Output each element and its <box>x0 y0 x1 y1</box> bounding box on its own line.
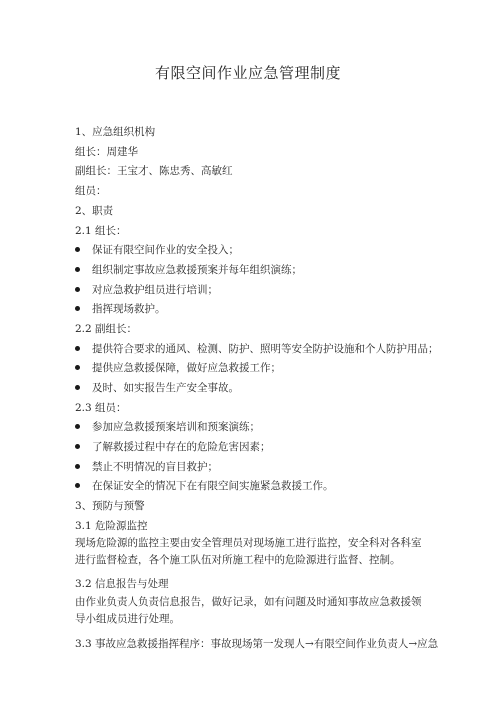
list-item <box>75 382 239 395</box>
list-item <box>75 461 218 474</box>
section-2-heading: 2、职责 <box>75 205 114 217</box>
list-item-text: 及时、如实报告生产安全事故。 <box>92 382 239 394</box>
list-item-text: 了解救援过程中存在的危险危害因素； <box>92 441 271 453</box>
deputy-duties-heading: 2.2 副组长： <box>75 323 138 335</box>
hazard-monitoring-heading: 3.1 危险源监控 <box>75 520 148 532</box>
list-item-text: 在保证安全的情况下在有限空间实施紧急救援工作。 <box>92 480 334 492</box>
leader-duties-heading: 2.1 组长： <box>75 225 127 237</box>
list-item <box>75 441 271 454</box>
section-3-heading: 3、预防与预警 <box>75 500 145 512</box>
info-report-heading: 3.2 信息报告与处理 <box>75 578 169 590</box>
list-item-text: 提供应急救援保障，做好应急救援工作； <box>92 362 281 374</box>
bullet-dot-icon <box>75 464 80 469</box>
list-item <box>75 303 166 316</box>
list-item-text: 组织制定事故应急救援预案并每年组织演练； <box>92 264 302 276</box>
bullet-dot-icon <box>75 444 80 449</box>
bullet-dot-icon <box>75 385 80 390</box>
list-item-text: 禁止不明情况的盲目救护； <box>92 461 218 473</box>
group-leader-line: 组长：周建华 <box>75 146 138 158</box>
list-item-text: 对应急救护组员进行培训； <box>92 284 218 296</box>
list-item <box>75 343 439 356</box>
bullet-dot-icon <box>75 287 80 292</box>
command-procedure-line: 3.3 事故应急救援指挥程序：事故现场第一发现人→有限空间作业负责人→应急 <box>75 638 439 650</box>
info-report-paragraph: 由作业负责人负责信息报告，做好记录，如有问题及时通知事故应急救援领导小组成员进行处理。 <box>75 596 422 625</box>
bullet-dot-icon <box>75 424 80 429</box>
bullet-dot-icon <box>75 483 80 488</box>
list-item <box>75 284 218 297</box>
list-item-text: 提供符合要求的通风、检测、防护、照明等安全防护设施和个人防护用品； <box>92 343 439 355</box>
bullet-dot-icon <box>75 267 80 272</box>
list-item-text: 指挥现场救护。 <box>92 303 166 315</box>
bullet-dot-icon <box>75 247 80 252</box>
member-duties-heading: 2.3 组员： <box>75 402 127 414</box>
list-item <box>75 480 334 493</box>
list-item <box>75 244 239 257</box>
list-item-text: 参加应急救援预案培训和预案演练； <box>92 421 260 433</box>
hazard-monitoring-paragraph: 现场危险源的监控主要由安全管理员对现场施工进行监控，安全科对各科室进行监督检查，各个施工队伍对所施工程中的危险源进行监督、控制。 <box>75 537 422 566</box>
list-item-text: 保证有限空间作业的安全投入； <box>92 244 239 256</box>
bullet-dot-icon <box>75 306 80 311</box>
deputy-leader-line: 副组长：王宝才、陈忠秀、高敏红 <box>75 165 233 177</box>
section-1-heading: 1、应急组织机构 <box>75 126 156 138</box>
bullet-dot-icon <box>75 365 80 370</box>
document-title: 有限空间作业应急管理制度 <box>154 64 341 82</box>
list-item <box>75 362 281 375</box>
list-item <box>75 264 302 277</box>
bullet-dot-icon <box>75 346 80 351</box>
group-members-line: 组员： <box>75 185 107 197</box>
list-item <box>75 421 260 434</box>
